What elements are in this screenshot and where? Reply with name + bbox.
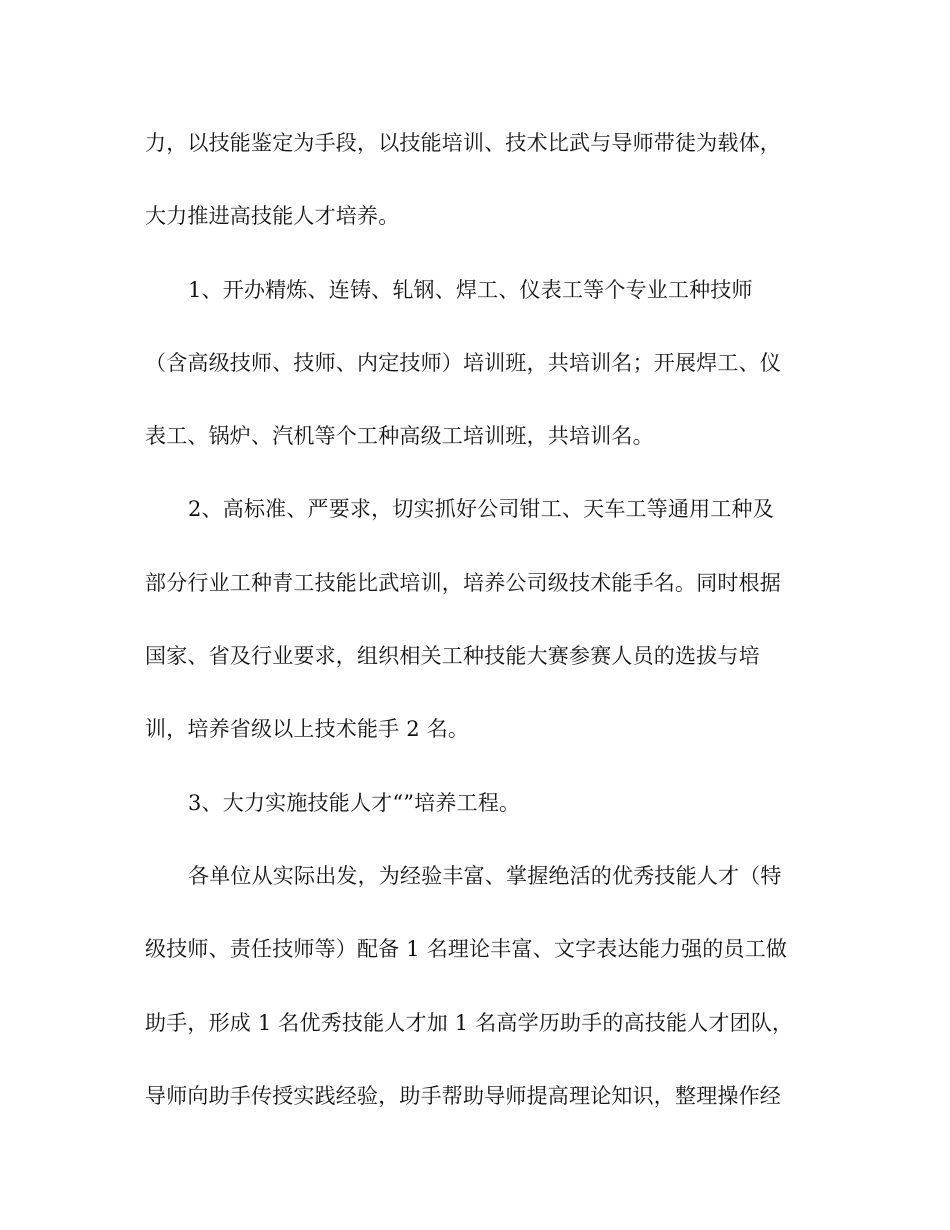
text-line: 部分行业工种青工技能比武培训，培养公司级技术能手名。同时根据 — [145, 570, 781, 595]
text-line: 表工、锅炉、汽机等个工种高级工培训班，共培训名。 — [145, 424, 654, 449]
text-line: 大力推进高技能人才培养。 — [145, 204, 400, 229]
text-line: 2、高标准、严要求，切实抓好公司钳工、天车工等通用工种及 — [188, 497, 774, 522]
text-line: 3、大力实施技能人才“”培养工程。 — [188, 790, 521, 815]
text-line: 助手，形成 1 名优秀技能人才加 1 名高学历助手的高技能人才团队， — [145, 1010, 794, 1035]
text-line: 力，以技能鉴定为手段，以技能培训、技术比武与导师带徒为载体， — [145, 131, 781, 155]
text-line: 导师向助手传授实践经验，助手帮助导师提高理论知识，整理操作经 — [145, 1083, 781, 1108]
text-line: 1、开办精炼、连铸、轧钢、焊工、仪表工等个专业工种技师 — [188, 277, 753, 302]
document-body — [145, 128, 805, 1154]
text-line: 各单位从实际出发，为经验丰富、掌握绝活的优秀技能人才（特 — [188, 863, 782, 888]
text-line: 国家、省及行业要求，组织相关工种技能大赛参赛人员的选拔与培 — [145, 644, 760, 669]
text-line: 级技师、责任技师等）配备 1 名理论丰富、文字表达能力强的员工做 — [145, 937, 788, 962]
text-line: 训，培养省级以上技术能手 2 名。 — [145, 717, 470, 742]
text-line: （含高级技师、技师、内定技师）培训班，共培训名；开展焊工、仪 — [145, 350, 781, 375]
